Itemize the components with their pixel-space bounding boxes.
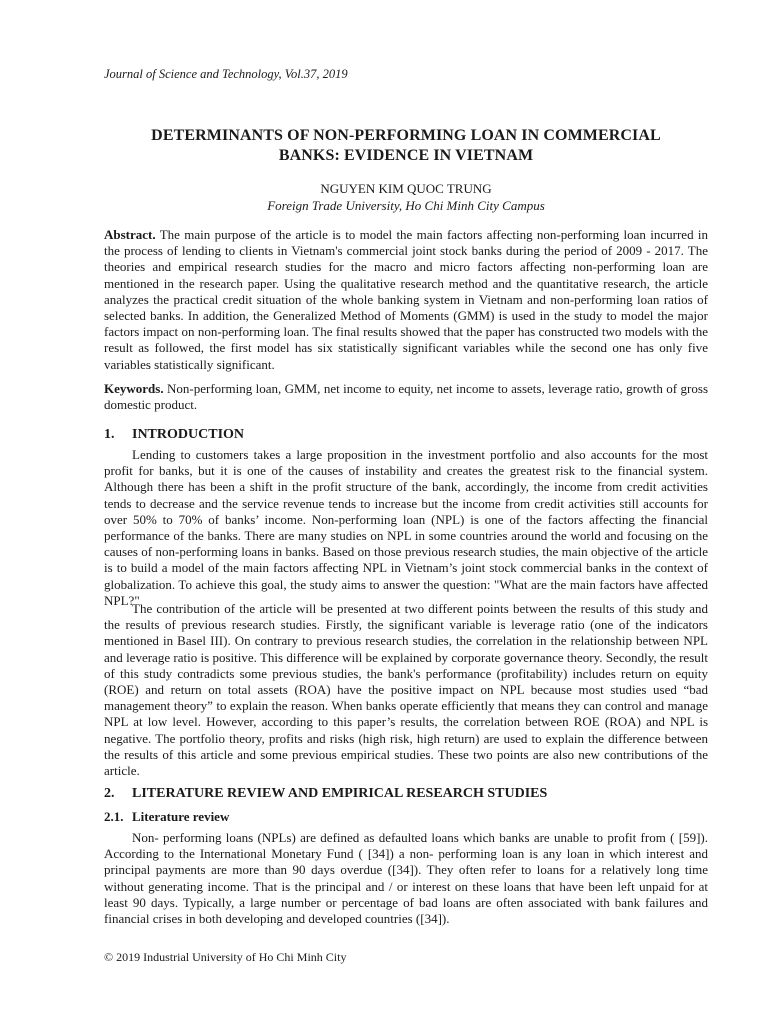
subsection-number: 2.1. bbox=[104, 809, 124, 824]
paragraph: The contribution of the article will be presented at two different points between the results of this study and the results of previous research studies. Firstly, the significant variable is leverage ratio (one of the indicators mentioned in Basel III). On contrary to previous research studies, the correlation in the relationship between NPL and leverage ratio is positive. This difference will be explained by corporate governance theory. Secondly, the result of this study contradicts some previous studies, the bank's performance (profitability) includes return on equity (ROE) and return on total assets (ROA) have the positive impact on NPL because most studies used “bad management theory” to explain the reason. When banks operate efficiently that means they can control and manage NPL at low level. However, according to this paper’s results, the correlation between ROE (ROA) and NPL is negative. The portfolio theory, profits and risks (high risk, high return) are used to explain the difference between the results of this article and some previous empirical studies. These two points are also new contributions of the article. bbox=[104, 601, 708, 779]
abstract-label: Abstract. bbox=[104, 227, 156, 242]
paper-title-line: BANKS: EVIDENCE IN VIETNAM bbox=[278, 147, 534, 164]
keywords bbox=[104, 381, 708, 413]
journal-header: Journal of Science and Technology, Vol.37, 2019 bbox=[104, 67, 348, 81]
paragraph: Lending to customers takes a large proposition in the investment portfolio and also accounts for the most profit for banks, but it is one of the causes of instability and creates the greatest risk to the financial system. Although there has been a shift in the profit structure of the bank, accordingly, the income from credit activities tends to decrease and the service revenue tends to increase but the income from credit activities still accounts for over 50% to 70% of banks’ income. Non-performing loan (NPL) is one of the factors affecting the financial performance of the banks. There are many studies on NPL in some countries around the world and focusing on the causes of non-performing loans in banks. Based on those previous research studies, the main objective of the article is to build a model of the main factors affecting NPL in Vietnam’s joint stock commercial banks in the context of globalization. To achieve this goal, the study aims to answer the question: "What are the main factors have affected NPL?" bbox=[104, 447, 708, 608]
section-number: 2. bbox=[104, 786, 115, 801]
paper-title bbox=[104, 126, 708, 166]
abstract bbox=[104, 227, 708, 373]
section-number: 1. bbox=[104, 427, 115, 442]
author-affiliation: Foreign Trade University, Ho Chi Minh City Campus bbox=[267, 198, 545, 213]
section-title: INTRODUCTION bbox=[132, 427, 245, 442]
keywords-text: Non-performing loan, GMM, net income to equity, net income to assets, leverage ratio, growth of gross domestic product. bbox=[104, 381, 708, 413]
section-title: LITERATURE REVIEW AND EMPIRICAL RESEARCH STUDIES bbox=[132, 786, 548, 801]
section-heading-literature-review bbox=[104, 786, 547, 802]
copyright-footer: © 2019 Industrial University of Ho Chi Minh City bbox=[104, 950, 347, 964]
subsection-title: Literature review bbox=[132, 809, 230, 824]
author-name: NGUYEN KIM QUOC TRUNG bbox=[320, 181, 492, 196]
paragraph: Non- performing loans (NPLs) are defined as defaulted loans which banks are unable to profit from ( [59]). According to the International Monetary Fund ( [34]) a non- performing loan is any loan in which interest and principal payments are more than 90 days overdue ([34]). They often refer to loans for a relatively long time without generating income. That is the principal and / or interest on these loans that have been left unpaid for at least 90 days. Typically, a large number or percentage of bad loans are often associated with bank failures and financial crises in both developing and developed countries ([34]). bbox=[104, 830, 708, 927]
keywords-label: Keywords. bbox=[104, 381, 164, 396]
section-heading-introduction bbox=[104, 427, 244, 443]
paper-title-line: DETERMINANTS OF NON-PERFORMING LOAN IN COMMERCIAL bbox=[151, 127, 661, 144]
abstract-text: The main purpose of the article is to model the main factors affecting non-performing loan incurred in the process of lending to clients in Vietnam's commercial joint stock banks during the period of 2009 - 2017. The theories and empirical research studies for the macro and micro factors affecting non-performing loan are mentioned in the research paper. Using the qualitative research method and the quantitative research, the article analyzes the practical credit situation of the whole banking system in Vietnam and non-performing loan ratios of selected banks. In addition, the Generalized Method of Moments (GMM) is used in the study to model the major factors impact on non-performing loan. The final results showed that the paper has constructed two models with the result as followed, the first model has six statistically significant variables while the second one has only five variables statistically significant. bbox=[104, 227, 708, 372]
subsection-heading bbox=[104, 809, 229, 825]
